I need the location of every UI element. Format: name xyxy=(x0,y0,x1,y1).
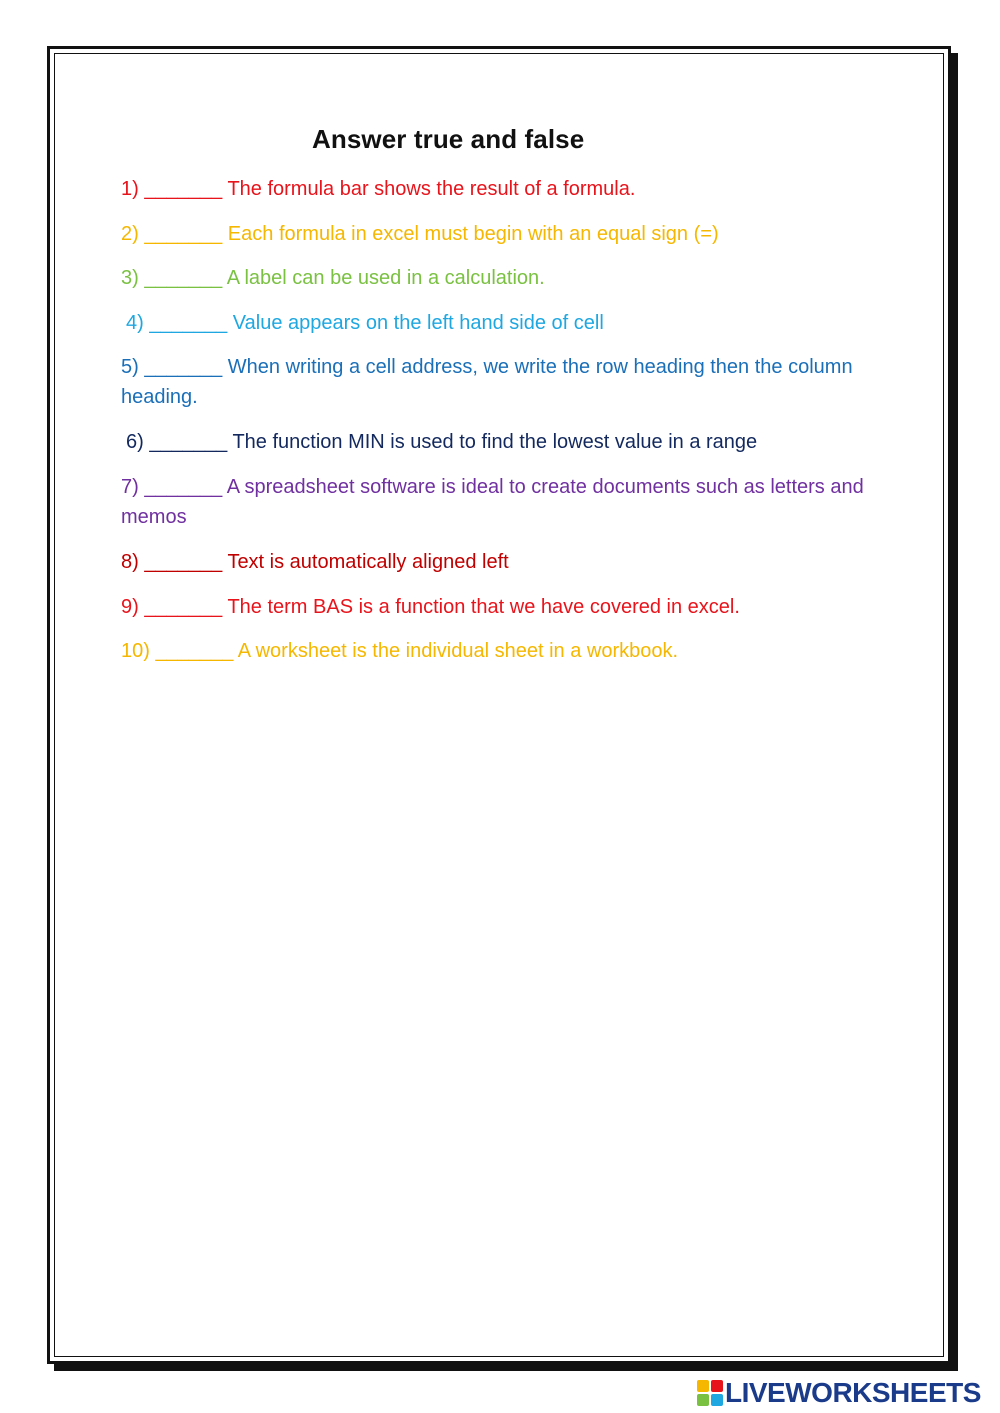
answer-blank[interactable]: _______ xyxy=(144,551,223,573)
question-text: The term BAS is a function that we have covered in excel. xyxy=(227,596,740,618)
logo-square xyxy=(697,1380,709,1392)
answer-blank[interactable]: _______ xyxy=(144,356,223,378)
question-text: When writing a cell address, we write the row heading then the column heading. xyxy=(121,356,853,408)
question-number: 2) xyxy=(121,223,139,245)
question-3 xyxy=(121,263,545,293)
question-text: A worksheet is the individual sheet in a workbook. xyxy=(237,640,679,662)
logo-mark-icon xyxy=(697,1380,723,1406)
answer-blank[interactable]: _______ xyxy=(149,431,228,453)
question-number: 10) xyxy=(121,640,150,662)
question-number: 3) xyxy=(121,267,139,289)
question-4 xyxy=(126,308,604,338)
answer-blank[interactable]: _______ xyxy=(144,223,223,245)
question-number: 4) xyxy=(126,312,144,334)
question-8 xyxy=(121,547,509,577)
question-number: 6) xyxy=(126,431,144,453)
liveworksheets-logo xyxy=(697,1378,981,1408)
question-text: The formula bar shows the result of a formula. xyxy=(227,178,636,200)
worksheet-title: Answer true and false xyxy=(312,124,585,154)
question-number: 1) xyxy=(121,178,139,200)
question-10 xyxy=(121,636,678,666)
question-number: 9) xyxy=(121,596,139,618)
logo-text: LIVEWORKSHEETS xyxy=(725,1377,981,1408)
question-5 xyxy=(121,352,891,412)
question-2 xyxy=(121,219,719,249)
answer-blank[interactable]: _______ xyxy=(144,596,223,618)
answer-blank[interactable]: _______ xyxy=(155,640,234,662)
question-text: Text is automatically aligned left xyxy=(227,551,509,573)
logo-square xyxy=(711,1380,723,1392)
answer-blank[interactable]: _______ xyxy=(144,476,223,498)
question-text: Value appears on the left hand side of cell xyxy=(232,312,604,334)
answer-blank[interactable]: _______ xyxy=(149,312,228,334)
question-number: 8) xyxy=(121,551,139,573)
question-text: A label can be used in a calculation. xyxy=(226,267,545,289)
question-number: 5) xyxy=(121,356,139,378)
answer-blank[interactable]: _______ xyxy=(144,267,223,289)
logo-square xyxy=(711,1394,723,1406)
question-6 xyxy=(126,427,757,457)
logo-square xyxy=(697,1394,709,1406)
question-text: The function MIN is used to find the lowest value in a range xyxy=(232,431,758,453)
question-7 xyxy=(121,472,891,532)
question-text: Each formula in excel must begin with an equal sign (=) xyxy=(227,223,719,245)
question-number: 7) xyxy=(121,476,139,498)
answer-blank[interactable]: _______ xyxy=(144,178,223,200)
question-1 xyxy=(121,174,635,204)
question-9 xyxy=(121,592,740,622)
question-text: A spreadsheet software is ideal to create documents such as letters and memos xyxy=(121,476,864,528)
